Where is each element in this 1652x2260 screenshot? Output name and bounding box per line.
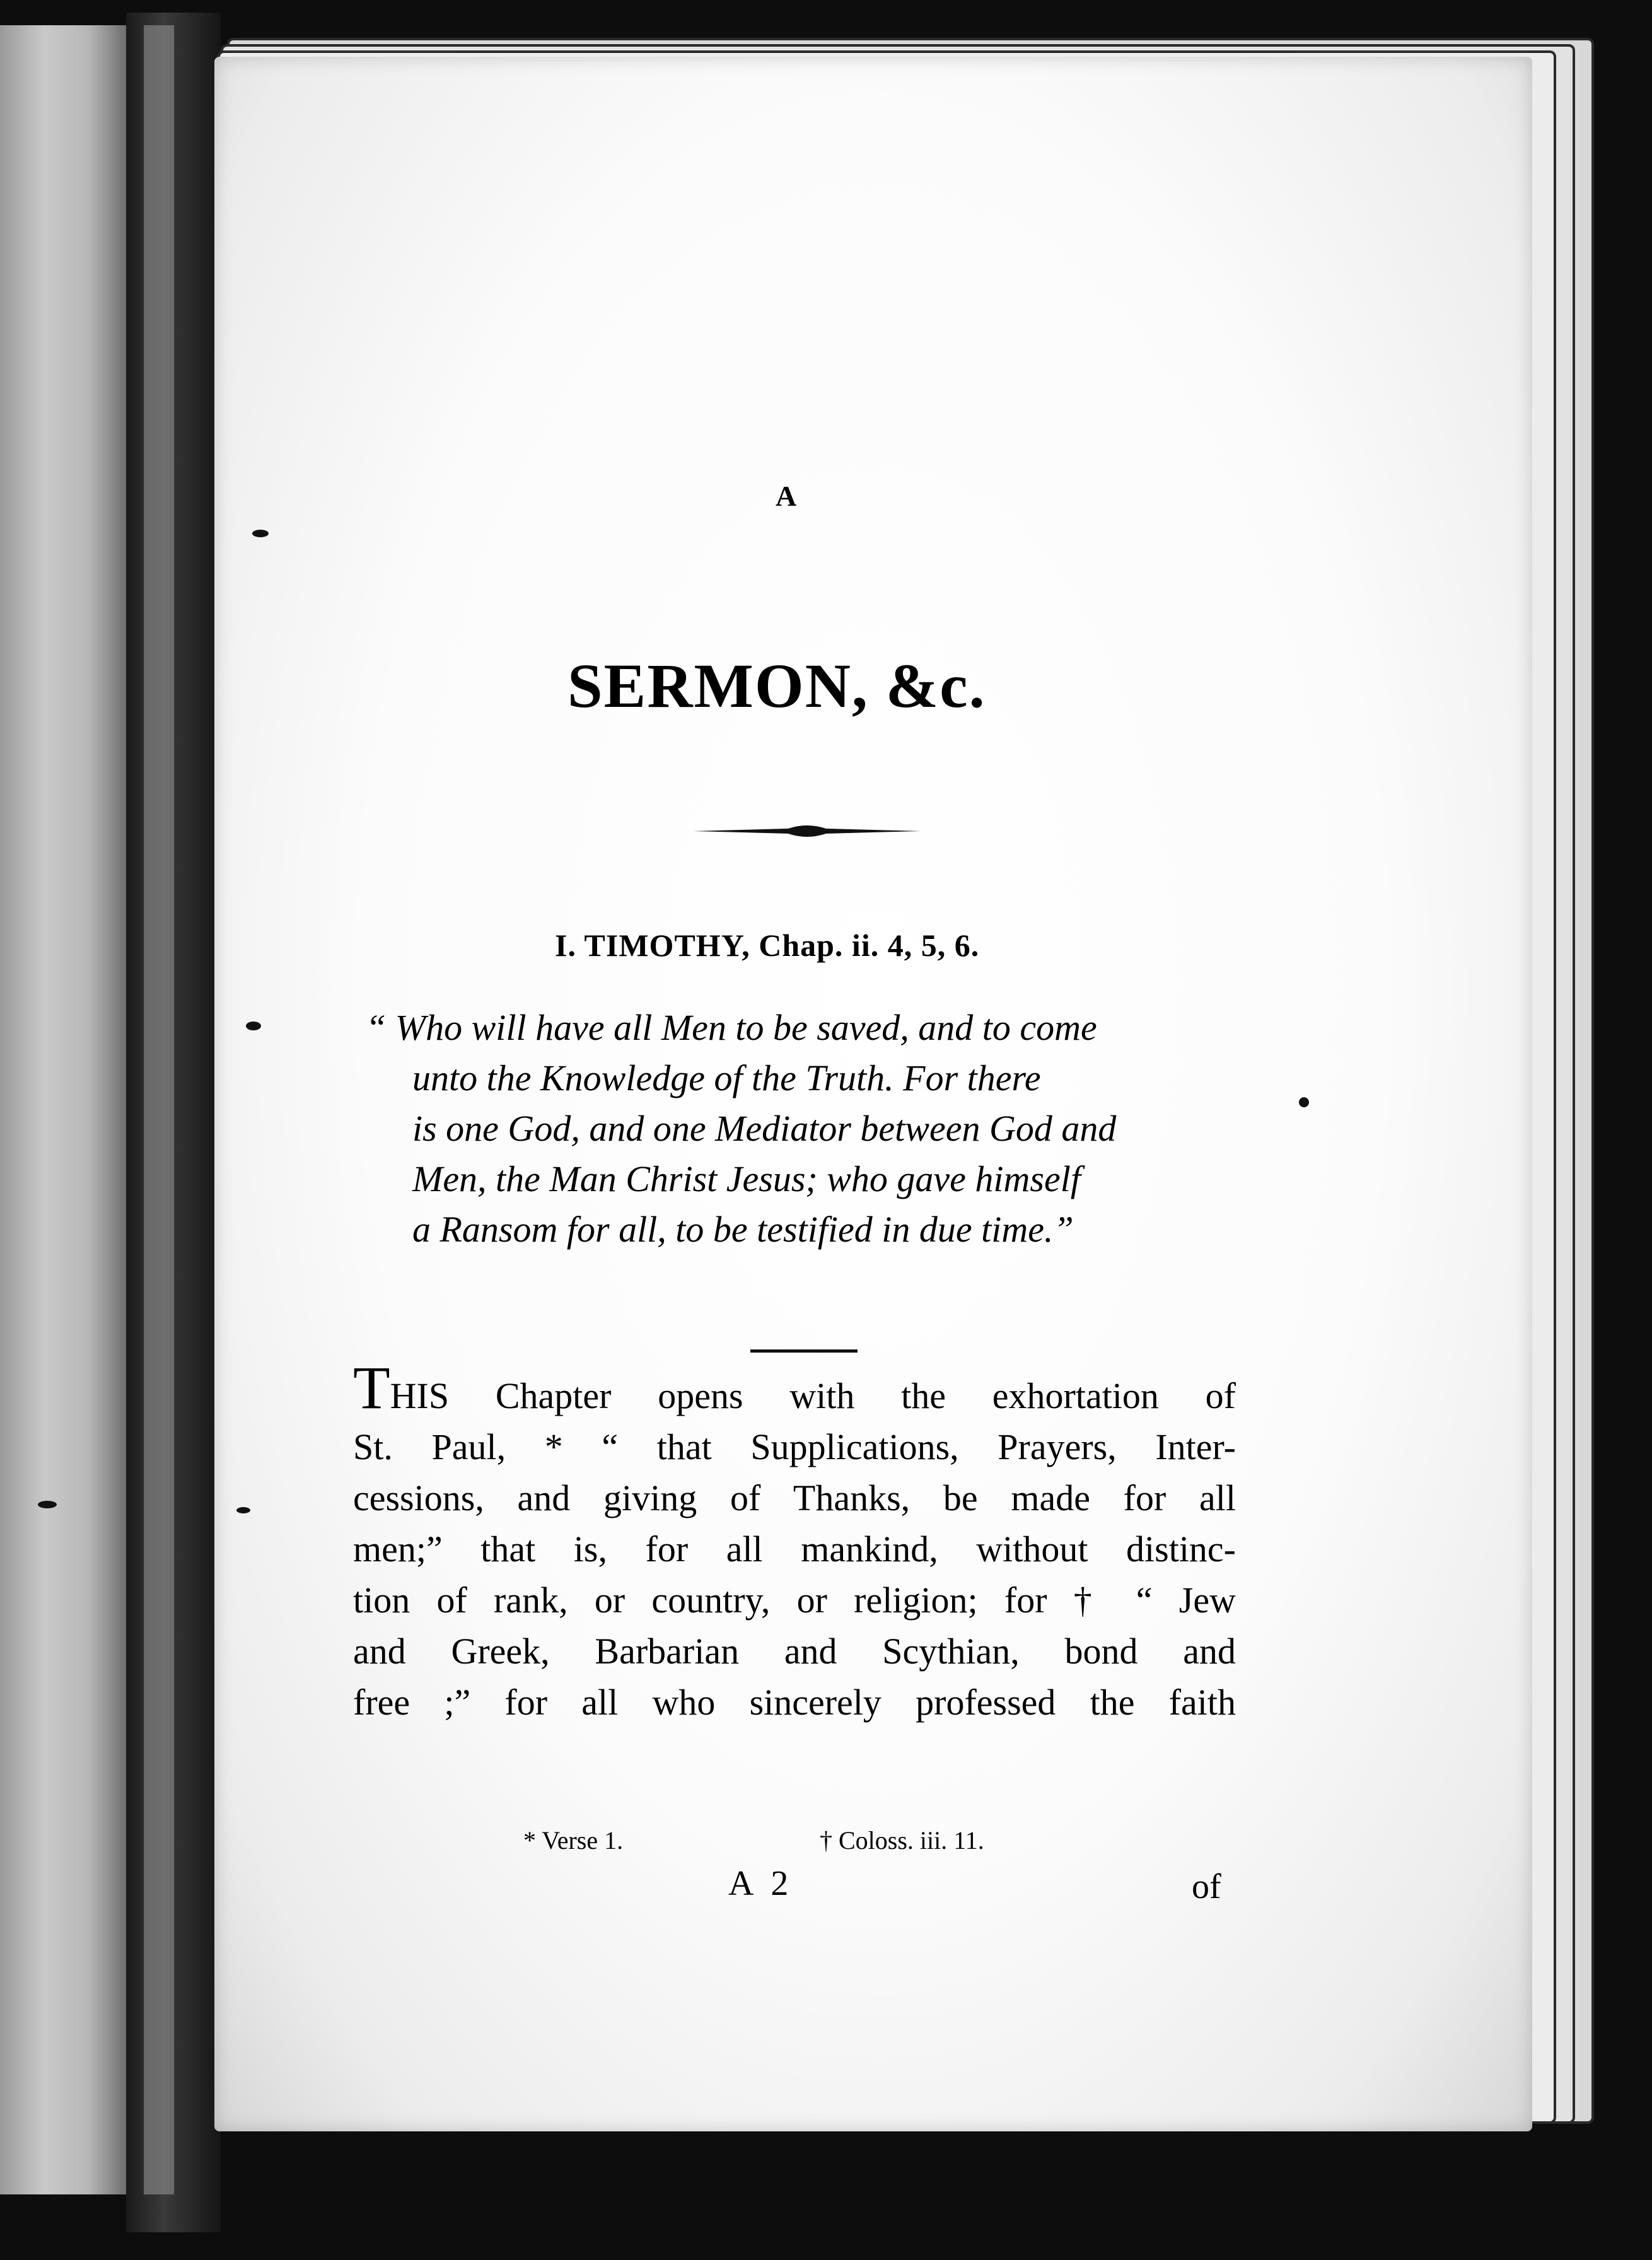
facing-page-edge [0, 25, 126, 2194]
dust-speck [38, 1501, 57, 1508]
scripture-reference: I. TIMOTHY, Chap. ii. 4, 5, 6. [555, 928, 980, 963]
page-title: SERMON, &c. [567, 651, 986, 721]
dust-speck [236, 1507, 250, 1513]
footnote: † Coloss. iii. 11. [820, 1826, 984, 1855]
body-line: St. Paul, * “ that Supplications, Prayers, Inter- [353, 1426, 1236, 1467]
body-line: tion of rank, or country, or religion; for † “ Jew [353, 1580, 1236, 1621]
body-line: and Greek, Barbarian and Scythian, bond and [353, 1631, 1236, 1672]
heading-article: A [776, 480, 798, 512]
body-line [353, 1354, 1236, 1421]
epigraph-line: “ Who will have all Men to be saved, and to come [366, 1007, 1097, 1048]
epigraph-line: unto the Knowledge of the Truth. For there [412, 1057, 1041, 1098]
body-line: men;” that is, for all mankind, without distinc- [353, 1529, 1236, 1570]
signature-mark: A 2 [728, 1864, 794, 1903]
body-line: cessions, and giving of Thanks, be made for all [353, 1477, 1236, 1518]
epigraph-quote [366, 1003, 1236, 1255]
catchword: of [1192, 1867, 1221, 1906]
body-line: free ;” for all who sincerely professed the faith [353, 1682, 1236, 1723]
body-line-text: HIS Chapter opens with the exhortation of [390, 1375, 1236, 1416]
binding-strip [144, 25, 174, 2194]
body-paragraph [353, 1354, 1236, 1728]
section-divider [750, 1349, 858, 1353]
footnote: * Verse 1. [523, 1826, 624, 1855]
epigraph-line: a Ransom for all, to be testified in due time.” [412, 1209, 1074, 1250]
dust-speck [1299, 1097, 1309, 1107]
drop-cap: T [353, 1354, 390, 1421]
dust-speck [252, 530, 269, 537]
ornamental-rule-icon [694, 820, 921, 842]
epigraph-line: Men, the Man Christ Jesus; who gave himself [412, 1158, 1081, 1199]
dust-speck [246, 1022, 261, 1030]
epigraph-line: is one God, and one Mediator between God and [412, 1108, 1117, 1149]
